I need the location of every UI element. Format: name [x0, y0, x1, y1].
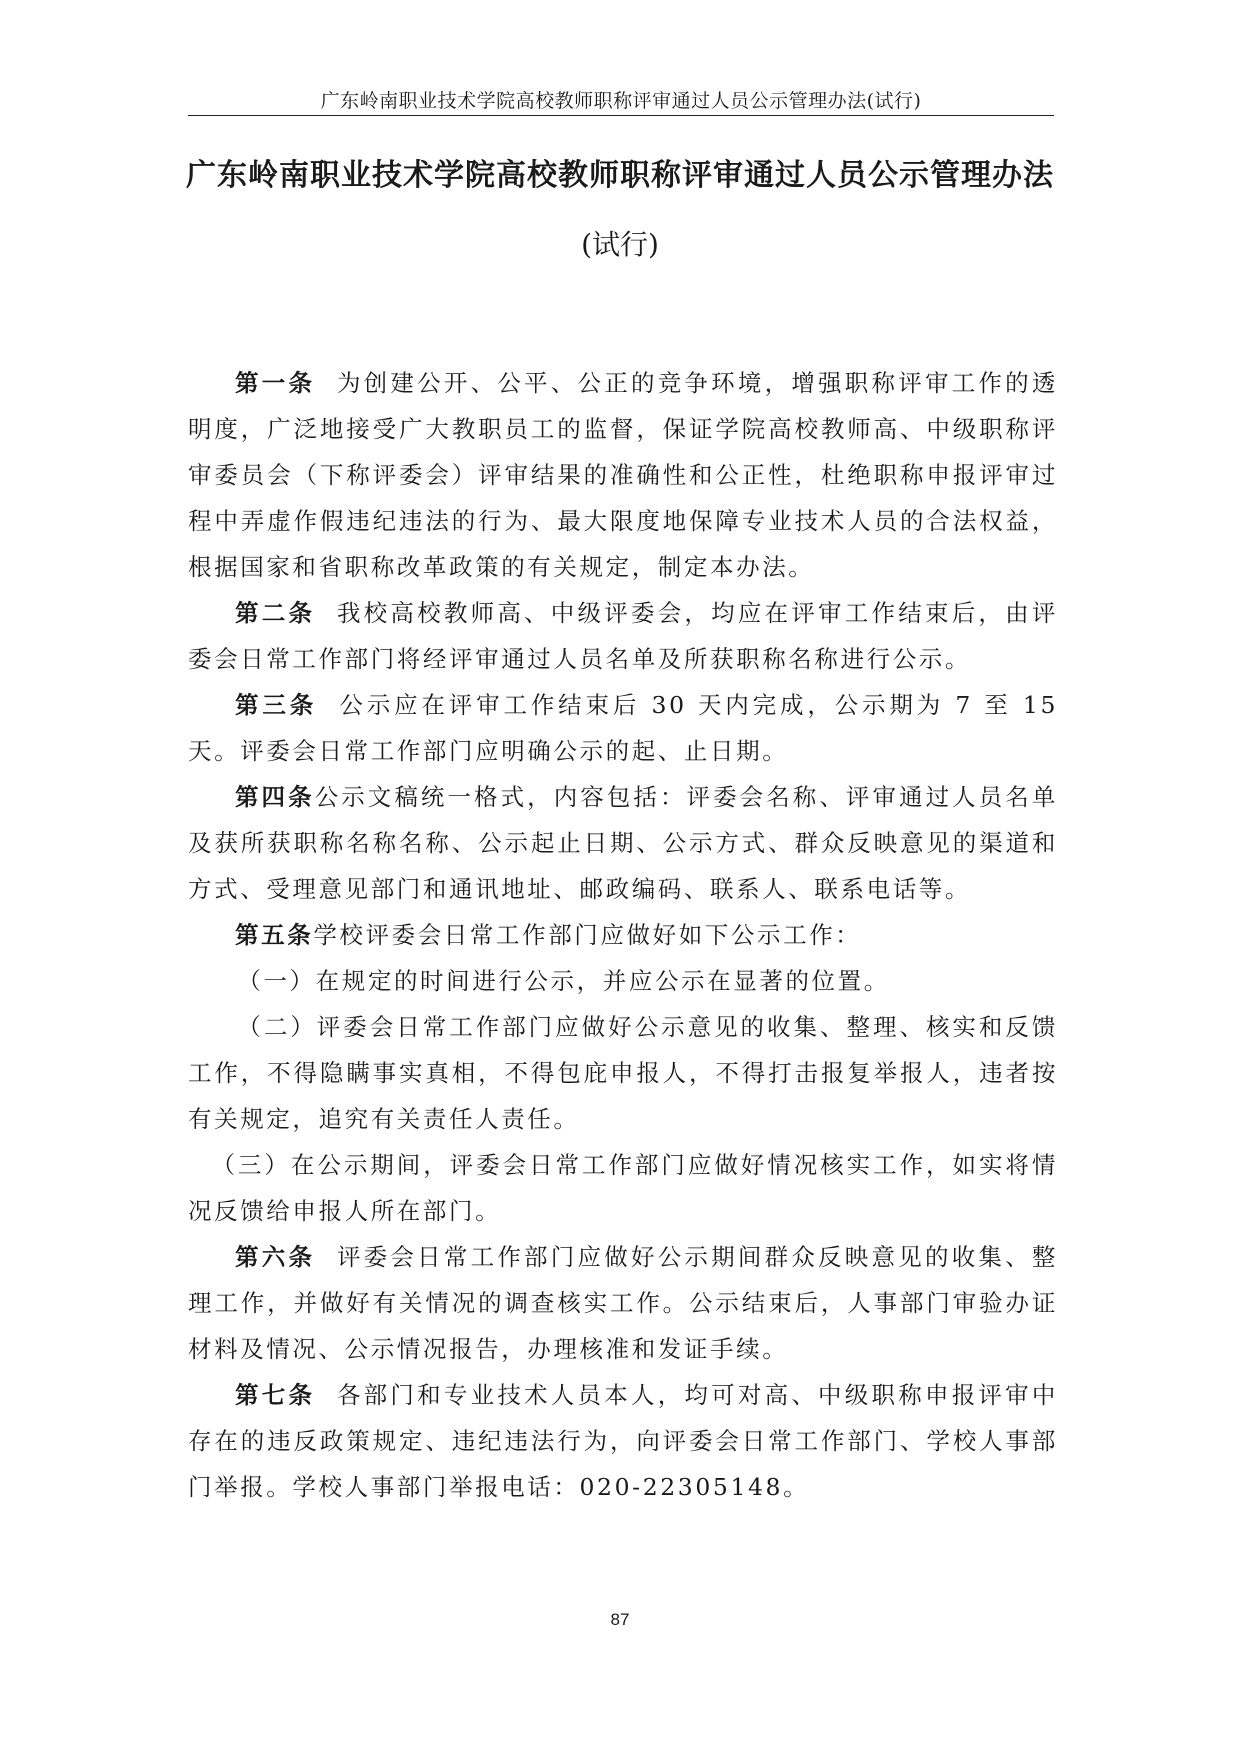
article-number: 第七条	[235, 1381, 316, 1409]
article-text: 学校评委会日常工作部门应做好如下公示工作：	[313, 921, 862, 949]
article-2	[188, 590, 1058, 682]
running-header: 广东岭南职业技术学院高校教师职称评审通过人员公示管理办法(试行)	[320, 90, 922, 112]
document-body	[188, 360, 1058, 1510]
document-title: 广东岭南职业技术学院高校教师职称评审通过人员公示管理办法	[186, 158, 1054, 193]
page-number: 87	[610, 1610, 630, 1629]
article-3	[188, 682, 1058, 774]
article-5	[188, 912, 1058, 958]
header-rule	[188, 115, 1054, 116]
article-number: 第三条	[235, 691, 318, 719]
article-5-item-1: （一）在规定的时间进行公示，并应公示在显著的位置。	[237, 967, 890, 995]
article-number: 第四条	[235, 783, 315, 811]
article-text: 评委会日常工作部门应做好公示期间群众反映意见的收集、整理工作，并做好有关情况的调查核实工作。公示结束后，人事部门审验办证材料及情况、公示情况报告，办理核准和发证手续。	[188, 1243, 1058, 1363]
article-text: 为创建公开、公平、公正的竞争环境，增强职称评审工作的透明度，广泛地接受广大教职员工的监督，保证学院高校教师高、中级职称评审委员会（下称评委会）评审结果的准确性和公正性，杜绝职称申报评审过程中弄虚作假违纪违法的行为、最大限度地保障专业技术人员的合法权益，根据国家和省职称改革政策的有关规定，制定本办法。	[188, 369, 1058, 581]
article-number: 第五条	[235, 921, 314, 949]
article-7	[188, 1372, 1058, 1510]
article-5-item-2: （二）评委会日常工作部门应做好公示意见的收集、整理、核实和反馈工作，不得隐瞒事实真相，不得包庇申报人，不得打击报复举报人，违者按有关规定，追究有关责任人责任。	[188, 1013, 1058, 1133]
article-text: 公示文稿统一格式，内容包括：评委会名称、评审通过人员名单及获所获职称名称名称、公示起止日期、公示方式、群众反映意见的渠道和方式、受理意见部门和通讯地址、邮政编码、联系人、联系电话等。	[188, 783, 1058, 903]
article-6	[188, 1234, 1058, 1372]
article-text: 各部门和专业技术人员本人，均可对高、中级职称申报评审中存在的违反政策规定、违纪违法行为，向评委会日常工作部门、学校人事部门举报。学校人事部门举报电话：020-22305148。	[188, 1381, 1058, 1501]
article-number: 第一条	[235, 369, 316, 397]
article-number: 第二条	[235, 599, 316, 627]
article-4	[188, 774, 1058, 912]
document-subtitle: (试行)	[581, 228, 659, 261]
article-5-item-3: （三）在公示期间，评委会日常工作部门应做好情况核实工作，如实将情况反馈给申报人所在部门。	[188, 1151, 1058, 1225]
article-text: 公示应在评审工作结束后 30 天内完成，公示期为 7 至 15 天。评委会日常工作部门应明确公示的起、止日期。	[188, 691, 1058, 765]
article-text: 我校高校教师高、中级评委会，均应在评审工作结束后，由评委会日常工作部门将经评审通过人员名单及所获职称名称进行公示。	[188, 599, 1058, 673]
article-number: 第六条	[235, 1243, 316, 1271]
article-1	[188, 360, 1058, 590]
